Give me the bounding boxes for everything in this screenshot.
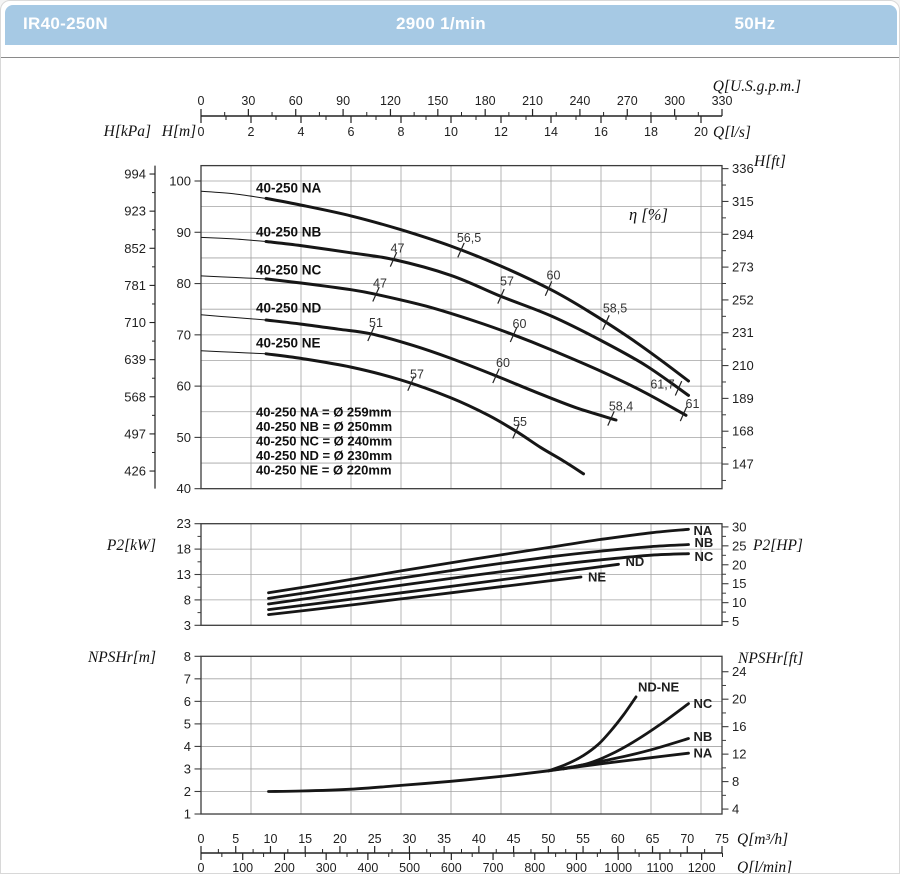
svg-text:NPSHr[ft]: NPSHr[ft] (738, 650, 804, 667)
svg-text:55: 55 (513, 415, 527, 430)
power-chart (106, 516, 803, 633)
svg-text:426: 426 (124, 463, 146, 479)
svg-text:60: 60 (546, 268, 561, 283)
svg-text:168: 168 (732, 423, 754, 439)
svg-text:210: 210 (732, 358, 754, 374)
svg-text:5: 5 (183, 716, 191, 732)
svg-text:20: 20 (732, 557, 747, 573)
svg-text:315: 315 (732, 193, 754, 209)
svg-text:497: 497 (124, 426, 146, 442)
svg-text:Q[m³/h]: Q[m³/h] (737, 831, 789, 848)
svg-text:NE: NE (588, 569, 607, 585)
svg-text:Q[l/min]: Q[l/min] (737, 859, 793, 874)
svg-text:23: 23 (176, 516, 191, 532)
svg-text:60: 60 (512, 316, 527, 331)
svg-text:5: 5 (232, 832, 240, 846)
svg-text:4: 4 (183, 738, 191, 754)
main-head-chart (103, 123, 786, 496)
svg-text:2: 2 (183, 783, 191, 799)
svg-text:330: 330 (711, 94, 733, 108)
svg-text:58,4: 58,4 (608, 399, 634, 414)
svg-text:923: 923 (124, 203, 146, 219)
svg-text:240: 240 (569, 94, 591, 108)
svg-text:14: 14 (544, 125, 558, 139)
svg-text:ND: ND (625, 553, 645, 569)
svg-text:100: 100 (169, 173, 191, 189)
pump-speed-label: 2900 1/min (396, 14, 486, 33)
svg-text:568: 568 (124, 389, 146, 405)
svg-text:10: 10 (263, 832, 278, 846)
svg-text:58,5: 58,5 (602, 301, 628, 316)
svg-text:273: 273 (732, 259, 754, 275)
svg-text:60: 60 (610, 832, 625, 846)
svg-text:ND-NE: ND-NE (638, 679, 680, 695)
svg-text:45: 45 (506, 832, 521, 846)
svg-text:8: 8 (397, 125, 405, 139)
svg-text:4: 4 (297, 125, 305, 139)
svg-text:NC: NC (693, 696, 713, 712)
pump-model-title: IR40-250N (23, 14, 108, 33)
npsh-curve (269, 766, 577, 791)
svg-text:90: 90 (176, 224, 191, 240)
svg-text:20: 20 (694, 125, 708, 139)
svg-text:4: 4 (732, 801, 740, 817)
impeller-legend-line: 40-250 ND = Ø 230mm (256, 448, 393, 463)
svg-text:270: 270 (616, 94, 638, 108)
svg-text:900: 900 (566, 861, 587, 874)
svg-text:40: 40 (471, 832, 486, 846)
svg-text:25: 25 (367, 832, 382, 846)
svg-text:70: 70 (680, 832, 695, 846)
svg-text:16: 16 (732, 719, 747, 735)
svg-text:100: 100 (232, 861, 254, 874)
svg-text:η [%]: η [%] (629, 205, 668, 224)
svg-text:700: 700 (482, 861, 504, 874)
svg-text:H[m]: H[m] (161, 123, 197, 140)
svg-text:70: 70 (176, 327, 191, 343)
svg-text:500: 500 (399, 861, 421, 874)
svg-text:40-250 ND: 40-250 ND (256, 300, 322, 316)
svg-text:147: 147 (732, 456, 754, 472)
svg-text:55: 55 (576, 832, 591, 846)
svg-text:200: 200 (274, 861, 295, 874)
svg-text:51: 51 (369, 315, 383, 330)
svg-text:P2[kW]: P2[kW] (106, 537, 156, 554)
svg-text:800: 800 (524, 861, 546, 874)
svg-text:80: 80 (176, 276, 191, 292)
svg-text:10: 10 (732, 595, 747, 611)
svg-text:12: 12 (494, 125, 508, 139)
svg-text:H[kPa]: H[kPa] (103, 123, 151, 140)
svg-text:30: 30 (241, 94, 256, 108)
svg-text:16: 16 (594, 125, 608, 139)
svg-text:0: 0 (197, 832, 205, 846)
svg-text:40: 40 (176, 481, 191, 497)
svg-text:180: 180 (474, 94, 496, 108)
svg-text:75: 75 (715, 832, 729, 846)
svg-text:1200: 1200 (687, 861, 716, 874)
svg-text:61,7: 61,7 (650, 377, 675, 392)
svg-text:189: 189 (732, 390, 754, 406)
svg-text:6: 6 (347, 125, 355, 139)
svg-text:300: 300 (315, 861, 337, 874)
svg-text:40-250 NC: 40-250 NC (256, 262, 322, 278)
svg-text:300: 300 (664, 94, 686, 108)
svg-text:781: 781 (124, 277, 146, 293)
svg-text:13: 13 (176, 567, 191, 582)
head-curve-lead (201, 315, 266, 320)
svg-text:252: 252 (732, 292, 754, 308)
head-curve (266, 242, 689, 396)
svg-text:5: 5 (732, 614, 740, 630)
svg-text:710: 710 (124, 315, 146, 331)
svg-text:P2[HP]: P2[HP] (753, 537, 803, 554)
impeller-legend-line: 40-250 NC = Ø 240mm (256, 433, 393, 449)
pump-frequency-label: 50Hz (734, 14, 776, 33)
svg-text:3: 3 (183, 617, 191, 633)
svg-text:30: 30 (402, 832, 417, 846)
svg-text:1100: 1100 (646, 861, 674, 874)
svg-text:60: 60 (288, 94, 303, 108)
svg-text:852: 852 (124, 240, 146, 256)
svg-text:25: 25 (732, 538, 747, 554)
svg-text:35: 35 (437, 832, 452, 846)
svg-text:10: 10 (444, 125, 458, 139)
svg-text:18: 18 (176, 541, 191, 557)
svg-text:50: 50 (541, 832, 556, 846)
svg-text:2: 2 (247, 125, 255, 139)
svg-text:NPSHr[m]: NPSHr[m] (87, 649, 156, 666)
pump-performance-charts (1, 1, 900, 874)
impeller-legend-line: 40-250 NB = Ø 250mm (256, 419, 393, 434)
svg-text:65: 65 (645, 832, 660, 846)
svg-text:120: 120 (380, 94, 401, 108)
svg-text:40-250 NA: 40-250 NA (256, 180, 322, 196)
svg-text:994: 994 (124, 166, 146, 182)
svg-text:639: 639 (124, 352, 146, 368)
head-curve (266, 279, 686, 415)
svg-text:56,5: 56,5 (456, 231, 482, 246)
top-flow-axis (198, 78, 801, 141)
svg-text:8: 8 (732, 774, 740, 790)
svg-text:60: 60 (176, 378, 191, 394)
svg-text:12: 12 (732, 746, 747, 762)
svg-text:6: 6 (183, 693, 191, 709)
svg-text:Q[l/s]: Q[l/s] (713, 124, 751, 141)
svg-text:0: 0 (197, 125, 205, 139)
svg-text:20: 20 (332, 832, 347, 846)
svg-text:NB: NB (694, 535, 714, 551)
svg-text:336: 336 (732, 161, 754, 177)
svg-text:15: 15 (732, 576, 747, 592)
svg-text:20: 20 (732, 691, 747, 707)
svg-text:30: 30 (732, 519, 747, 535)
svg-text:8: 8 (183, 648, 191, 664)
svg-text:210: 210 (522, 94, 543, 108)
svg-text:1000: 1000 (604, 861, 633, 874)
svg-text:1: 1 (183, 806, 191, 822)
svg-text:47: 47 (390, 241, 405, 256)
svg-text:400: 400 (357, 861, 379, 874)
svg-text:150: 150 (427, 94, 449, 108)
svg-text:3: 3 (183, 761, 191, 777)
svg-text:0: 0 (197, 861, 205, 874)
svg-text:47: 47 (373, 276, 387, 291)
impeller-legend-line: 40-250 NE = Ø 220mm (256, 462, 392, 478)
npsh-chart (87, 649, 804, 822)
svg-text:40-250 NB: 40-250 NB (256, 224, 322, 240)
svg-text:Q[U.S.g.p.m.]: Q[U.S.g.p.m.] (712, 78, 801, 95)
svg-text:0: 0 (197, 94, 205, 108)
svg-text:50: 50 (176, 429, 191, 445)
bottom-flow-axis (198, 831, 793, 874)
svg-text:40-250 NE: 40-250 NE (256, 335, 321, 351)
svg-text:294: 294 (732, 226, 754, 242)
svg-text:60: 60 (496, 355, 510, 370)
svg-text:61: 61 (685, 396, 700, 411)
svg-text:57: 57 (410, 367, 424, 382)
impeller-legend-line: 40-250 NA = Ø 259mm (256, 404, 392, 420)
svg-text:NA: NA (693, 745, 713, 761)
svg-text:H[ft]: H[ft] (754, 153, 786, 170)
svg-text:NA: NA (693, 522, 713, 538)
svg-text:8: 8 (183, 592, 191, 608)
svg-text:90: 90 (336, 94, 351, 108)
head-curve-lead (201, 351, 266, 354)
svg-text:NC: NC (694, 549, 714, 565)
svg-text:231: 231 (732, 325, 754, 341)
svg-text:NB: NB (693, 729, 713, 745)
svg-text:18: 18 (644, 125, 658, 139)
svg-text:15: 15 (298, 832, 313, 846)
svg-text:600: 600 (440, 861, 462, 874)
svg-text:7: 7 (183, 671, 191, 687)
svg-text:24: 24 (732, 664, 747, 680)
svg-text:57: 57 (500, 274, 514, 289)
